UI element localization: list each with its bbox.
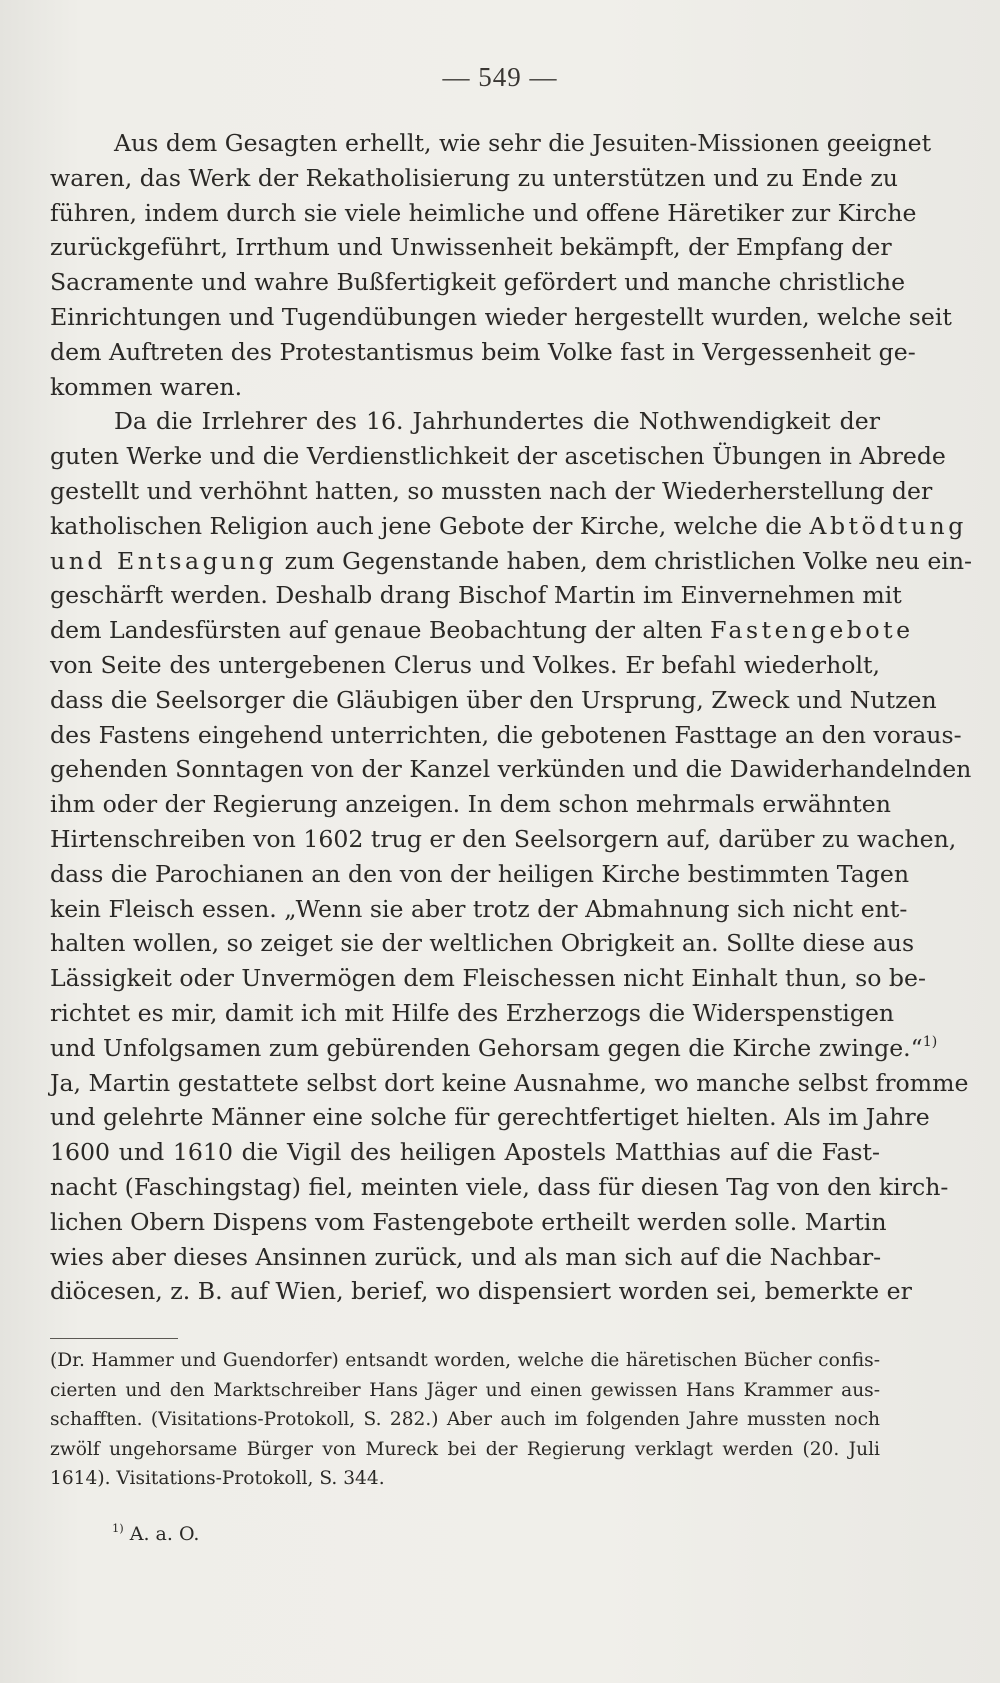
text-line: des Fastens eingehend unterrichten, die gebotenen Fasttage an den voraus- — [50, 720, 962, 749]
text-line: dem Landesfürsten auf genaue Beobachtung der alten Fastengebote — [50, 616, 914, 645]
text-line: Ja, Martin gestattete selbst dort keine Ausnahme, wo manche selbst fromme — [50, 1068, 969, 1097]
text-line: kommen waren. — [50, 372, 243, 401]
footnote-marker: 1) — [922, 1033, 938, 1050]
text-line: Da die Irrlehrer des 16. Jahrhundertes die Nothwendigkeit der — [114, 407, 880, 436]
text-line: 1600 und 1610 die Vigil des heiligen Apostels Matthias auf die Fast- — [50, 1138, 880, 1167]
text-line: führen, indem durch sie viele heimliche und offene Häretiker zur Kirche — [50, 198, 917, 227]
text-line: Lässigkeit oder Unvermögen dem Fleischessen nicht Einhalt thun, so be- — [50, 964, 926, 993]
page-number: — 549 — — [442, 62, 558, 92]
text-line: Einrichtungen und Tugendübungen wieder hergestellt wurden, welche seit — [50, 302, 952, 331]
text-line: guten Werke und die Verdienstlichkeit der ascetischen Übungen in Abrede — [50, 442, 946, 471]
text-line: gestellt und verhöhnt hatten, so mussten nach der Wiederherstellung der — [50, 476, 933, 505]
footnote-line: (Dr. Hammer und Guendorfer) entsandt worden, welche die häretischen Bücher confis- — [50, 1350, 880, 1371]
footnote-rule — [50, 1338, 178, 1339]
text-line: nacht (Faschingstag) fiel, meinten viele, dass für diesen Tag von den kirch- — [50, 1172, 949, 1201]
text-line: dass die Seelsorger die Gläubigen über den Ursprung, Zweck und Nutzen — [50, 685, 937, 714]
text-line: und gelehrte Männer eine solche für gerechtfertiget hielten. Als im Jahre — [50, 1103, 930, 1132]
footnote-text: A. a. O. — [123, 1523, 200, 1545]
text-line: richtet es mir, damit ich mit Hilfe des Erzherzogs die Widerspenstigen — [50, 998, 895, 1027]
text-line: Sacramente und wahre Bußfertigkeit gefördert und manche christliche — [50, 268, 906, 297]
text-line: dass die Parochianen an den von der heiligen Kirche bestimmten Tagen — [50, 859, 910, 888]
text-line: dem Auftreten des Protestantismus beim Volke fast in Vergessenheit ge- — [50, 337, 916, 366]
emphasized-text: Fastengebote — [710, 616, 914, 645]
text-line: diöcesen, z. B. auf Wien, berief, wo dispensiert worden sei, bemerkte er — [50, 1277, 912, 1306]
emphasized-text: Abtödtung — [809, 511, 967, 540]
text-line: und Entsagung zum Gegenstande haben, dem christlichen Volke neu ein- — [50, 546, 973, 575]
footnote-marker: 1) — [112, 1521, 124, 1536]
text-line: zurückgeführt, Irrthum und Unwissenheit bekämpft, der Empfang der — [50, 233, 892, 262]
text-line: Aus dem Gesagten erhellt, wie sehr die Jesuiten-Missionen geeignet — [114, 129, 932, 157]
text-line: waren, das Werk der Rekatholisierung zu unterstützen und zu Ende zu — [50, 163, 898, 192]
text-line: katholischen Religion auch jene Gebote der Kirche, welche die Abtödtung — [50, 511, 967, 540]
footnotes — [50, 1346, 880, 1494]
text-line: ihm oder der Regierung anzeigen. In dem schon mehrmals erwähnten — [50, 790, 891, 819]
text-line: gehenden Sonntagen von der Kanzel verkünden und die Dawiderhandelnden — [50, 755, 972, 784]
text-line: und Unfolgsamen zum gebürenden Gehorsam gegen die Kirche zwinge.“$^{1)}$ — [50, 1033, 938, 1062]
text-line: lichen Obern Dispens vom Fastengebote ertheilt werden solle. Martin — [50, 1207, 887, 1236]
footnote-line: zwölf ungehorsame Bürger von Mureck bei der Regierung verklagt werden (20. Juli — [50, 1438, 880, 1460]
footnote-line: cierten und den Marktschreiber Hans Jäger und einen gewissen Hans Krammer aus- — [50, 1379, 880, 1401]
footnote-1 — [112, 1519, 199, 1549]
text-line: wies aber dieses Ansinnen zurück, und als man sich auf die Nachbar- — [50, 1242, 882, 1271]
text-line: halten wollen, so zeiget sie der weltlichen Obrigkeit an. Sollte diese aus — [50, 929, 915, 958]
text-line: kein Fleisch essen. „Wenn sie aber trotz der Abmahnung sich nicht ent- — [50, 894, 908, 923]
emphasized-text: und Entsagung — [50, 546, 278, 575]
text-line: geschärft werden. Deshalb drang Bischof Martin im Einvernehmen mit — [50, 581, 902, 610]
footnote-line: 1614). Visitations-Protokoll, S. 344. — [50, 1468, 385, 1490]
footnote-line: schafften. (Visitations-Protokoll, S. 282.) Aber auch im folgenden Jahre mussten noch — [50, 1409, 880, 1431]
text-line: Hirtenschreiben von 1602 trug er den Seelsorgern auf, darüber zu wachen, — [50, 824, 957, 853]
text-line: von Seite des untergebenen Clerus und Volkes. Er befahl wiederholt, — [50, 650, 880, 679]
body-text — [50, 126, 973, 1309]
